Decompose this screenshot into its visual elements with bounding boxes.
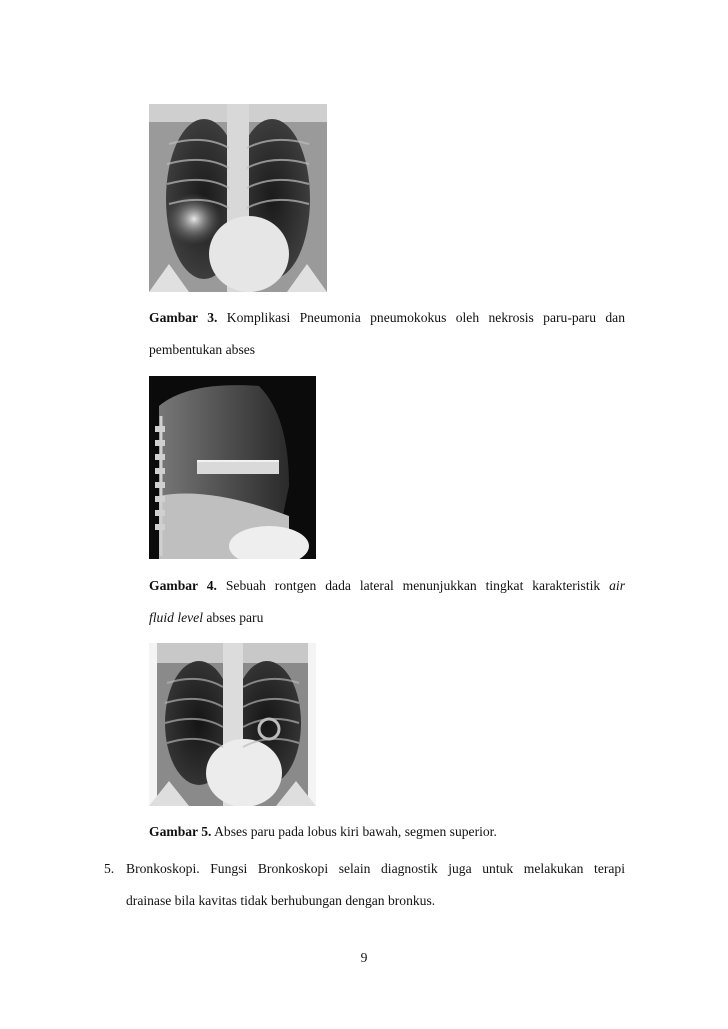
list-item-number: 5. [104, 861, 115, 876]
figure-5-caption [149, 816, 625, 848]
list-item-line2: drainase bila kavitas tidak berhubungan dengan bronkus. [126, 893, 436, 908]
figure-3-label: Gambar 3. [149, 310, 218, 325]
page-number: 9 [360, 950, 368, 965]
figure-4-caption-line1: Sebuah rontgen dada lateral menunjukkan tingkat karakteristik [225, 578, 610, 593]
figure-3-caption-line1: Komplikasi Pneumonia pneumokokus oleh nekrosis paru-paru dan [226, 310, 625, 325]
figure-4-caption-italic-fluid-level: fluid level [149, 610, 203, 625]
figure-4-caption-line2: abses paru [202, 610, 264, 625]
figure-4-label: Gambar 4. [149, 578, 217, 593]
list-item-bronkoskopi [104, 853, 625, 917]
figure-3-caption [149, 302, 625, 366]
figure-5-label: Gambar 5. [149, 824, 212, 839]
lateral-chest-xray-figure-4 [149, 376, 316, 559]
figure-4-caption-italic-air: air [609, 578, 625, 593]
figure-3-caption-line2: pembentukan abses [149, 342, 256, 357]
chest-xray-figure-3 [149, 104, 327, 292]
figure-5-caption-line1: Abses paru pada lobus kiri bawah, segmen superior. [211, 824, 497, 839]
list-item-line1: Bronkoskopi. Fungsi Bronkoskopi selain diagnostik juga untuk melakukan terapi [126, 861, 625, 876]
chest-xray-figure-5 [149, 643, 316, 806]
figure-4-caption [149, 570, 625, 634]
